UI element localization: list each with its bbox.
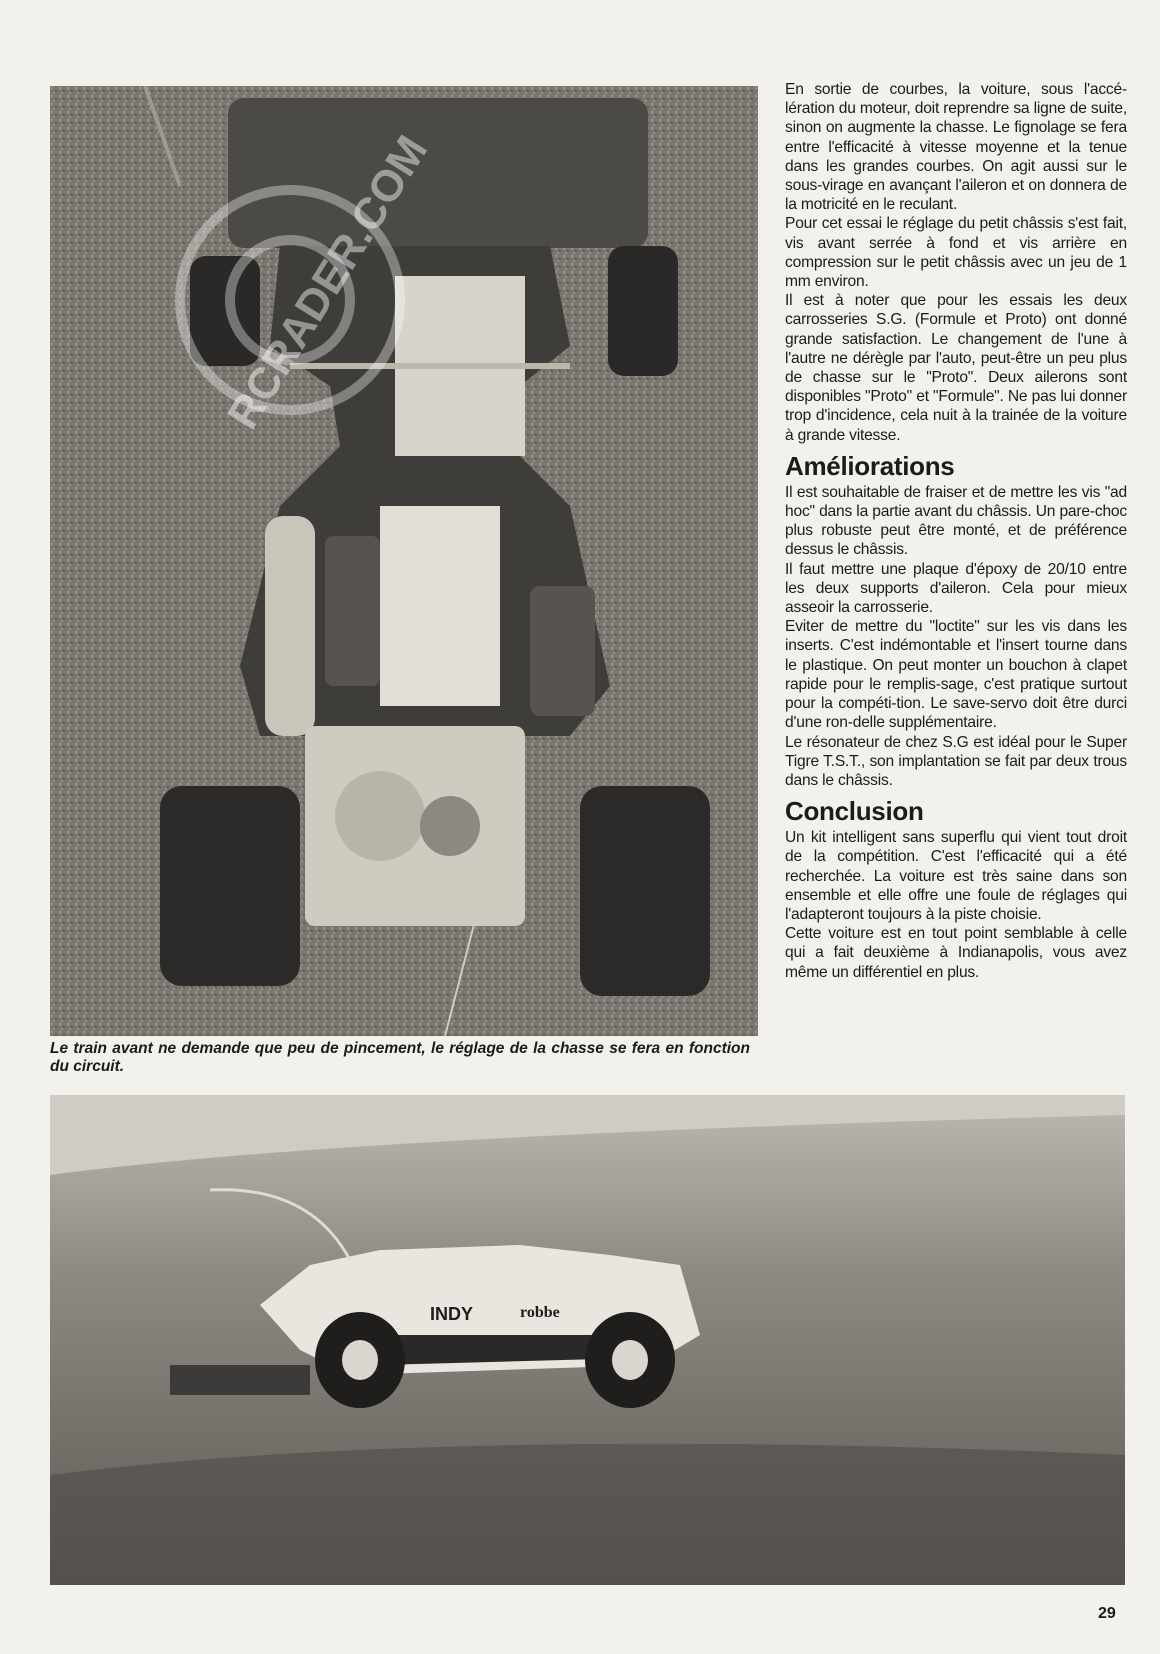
photo-caption: Le train avant ne demande que peu de pincement, le réglage de la chasse se fera en fonction du circuit. <box>50 1040 750 1075</box>
paragraph: Le résonateur de chez S.G est idéal pour le Super Tigre T.S.T., son implantation se fait par deux trous dans le châssis. <box>785 733 1127 789</box>
car-side-label: INDY <box>430 1304 474 1324</box>
page-number: 29 <box>1098 1605 1116 1622</box>
car-brand-label: robbe <box>520 1304 560 1321</box>
watermark-stamp <box>150 90 530 480</box>
paragraph: Pour cet essai le réglage du petit châssis s'est fait, vis avant serrée à fond et vis arrière en compression sur le petit châssis avec un jeu de 1 mm environ. <box>785 215 1127 291</box>
car-on-track-photo <box>50 1095 1125 1585</box>
section-heading-conclusion: Conclusion <box>785 796 924 827</box>
paragraph: Eviter de mettre du "loctite" sur les vis dans les inserts. C'est indémontable et l'insert tourne dans le plastique. On peut monter un bouchon à clapet rapide pour le remplis-sage, c'est pratique surtout pour la compéti-tion. Le save-servo doit être durci d'une ron-delle supplémentaire. <box>785 618 1127 732</box>
paragraph: Il est souhaitable de fraiser et de mettre les vis "ad hoc" dans la partie avant du châssis. Un pare-choc plus robuste peut être monté, et de préférence dessus le châssis. <box>785 483 1127 559</box>
article-column <box>785 80 1127 982</box>
section-heading-ameliorations: Améliorations <box>785 450 955 481</box>
paragraph: Un kit intelligent sans superflu qui vient tout droit de la compétition. C'est l'efficacité qui a été recherchée. La voiture est très saine dans son ensemble et elle offre une foule de réglages qui l'adapteront toujours à la piste choisie. <box>785 829 1127 923</box>
paragraph: En sortie de courbes, la voiture, sous l'accé-lération du moteur, doit reprendre sa ligne de suite, sinon on augmente la chasse. Le fignolage se fera entre l'efficacité à vitesse moyenne et la tenue dans les grandes courbes. On agit aussi sur le sous-virage en avançant l'aileron et on donnera de la motricité en le reculant. <box>785 81 1127 214</box>
paragraph: Cette voiture est en tout point semblable à celle qui a fait deuxième à Indianapolis, vous avez même un différentiel en plus. <box>785 925 1127 981</box>
paragraph: Il est à noter que pour les essais les deux carrosseries S.G. (Formule et Proto) ont donné grande satisfaction. Le changement de l'une à l'autre ne dérègle par l'auto, peut-être un peu plus de chasse sur le "Proto". Deux ailerons sont disponibles "Proto" et "Formule". Ne pas lui donner trop d'incidence, cela nuit à la trainée de la voiture à grande vitesse. <box>785 292 1127 444</box>
watermark-text: RCRADER.COM <box>218 127 438 438</box>
paragraph: Il faut mettre une plaque d'époxy de 20/10 entre les deux supports d'aileron. Cela pour mieux asseoir la carrosserie. <box>785 560 1127 617</box>
